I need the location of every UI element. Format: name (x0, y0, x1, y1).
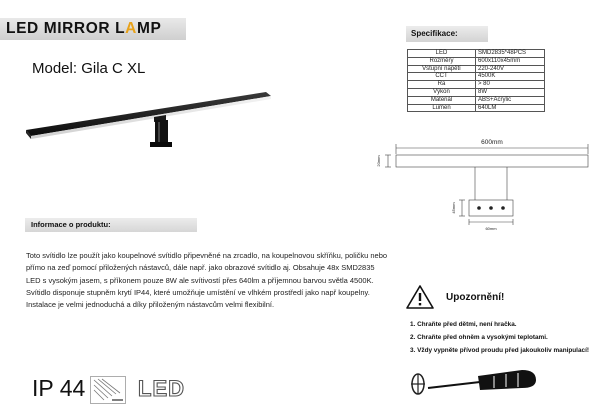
title-highlight-letter: A (125, 20, 137, 37)
warning-item: 2. Chraňte před ohněm a vysokými teplotami. (410, 334, 548, 342)
page-title: LED MIRROR LAMP (6, 20, 162, 37)
warning-item: 3. Vždy vypněte přívod proudu před jakoukoliv manipulací! (410, 347, 589, 355)
spec-row: LED SMD2835*48PCS (408, 50, 545, 58)
spec-row: Lumen 640LM (408, 104, 545, 112)
base-label: 60mm (485, 226, 497, 231)
screwdriver-icon (402, 362, 542, 402)
light-beam-icon (90, 376, 126, 404)
spec-row: Materiál ABS+Acrylic (408, 96, 545, 104)
height-label: 20mm (376, 155, 381, 167)
dimension-drawing (366, 136, 596, 232)
warning-title: Upozornění! (446, 292, 505, 303)
width-label: 600mm (481, 139, 503, 146)
arm-label: 45mm (451, 202, 456, 214)
warning-icon (405, 284, 435, 310)
lamp-product-image (26, 80, 286, 160)
led-badge: LED (138, 376, 185, 401)
spec-row: Rozměry 600x110x45mm (408, 57, 545, 65)
spec-row: CCT 4500K (408, 73, 545, 81)
spec-row: Výkon 8W (408, 88, 545, 96)
warning-item: 1. Chraňte před dětmi, není hračka. (410, 321, 517, 328)
spec-row: Vstupní napětí 220-240V (408, 65, 545, 73)
ip-rating: IP 44 (32, 375, 86, 401)
info-heading: Informace o produktu: (25, 218, 197, 232)
warning-list (410, 318, 589, 358)
model-name: Model: Gila C XL (32, 60, 146, 77)
spec-row: Ra > 80 (408, 81, 545, 89)
spec-heading: Specifikace: (406, 26, 488, 42)
product-description: Toto svítidlo lze použít jako koupelnové svítidlo připevněné na zrcadlo, na koupelnovou skříňku, poličku nebo přímo na zeď pomocí přiložených nástavců, dále např. jako obrazové svítidlo aj. Obsahuje 48x SMD2835 LED s vysokým jasem, s příkonem pouze 8W ale svítivostí přes 640lm a příjemnou barvou světla 4500K. Svítidlo disponuje stupněm krytí IP44, které umožňuje umístění ve vlhkém prostředí jako např koupelny. Instalace je velmi jednoduchá a díky přiloženým nástavcům velmi flexibilní. (26, 251, 388, 310)
spec-table (407, 49, 545, 112)
